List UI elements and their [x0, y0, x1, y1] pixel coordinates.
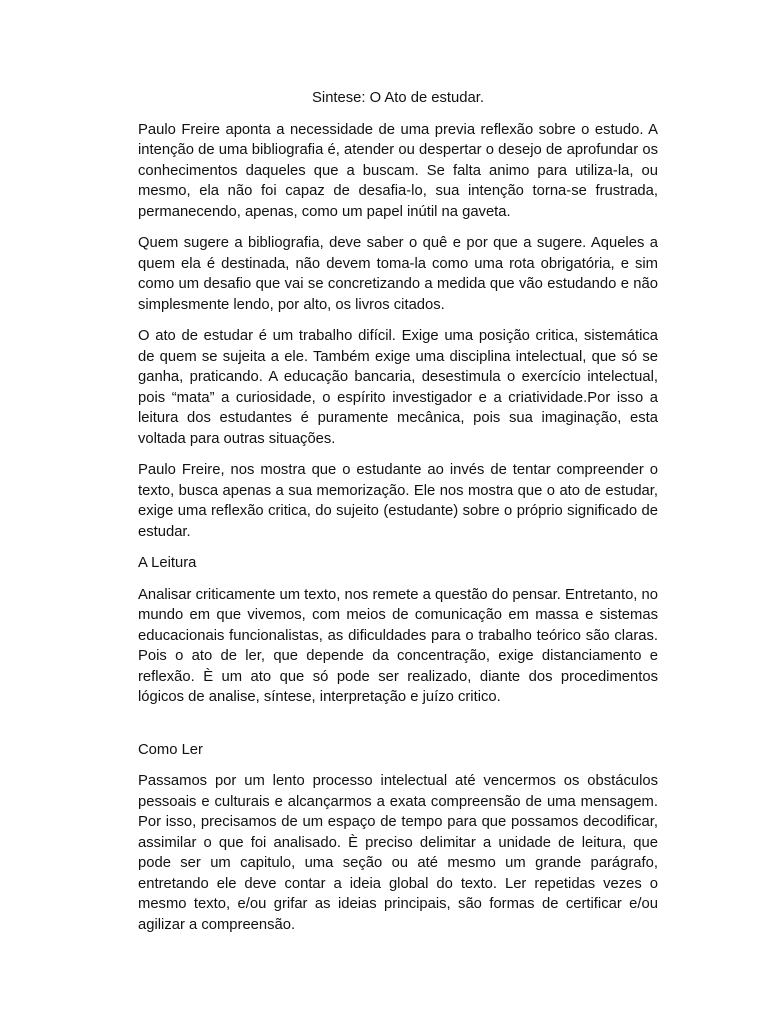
paragraph-como-ler: Passamos por um lento processo intelectual até vencermos os obstáculos pessoais e culturais e alcançarmos a exata compreensão de uma mensagem. Por isso, precisamos de um espaço de tempo para que possamos decodificar, assimilar o que foi analisado. È preciso delimitar a unidade de leitura, que pode ser um capitulo, uma seção ou até mesmo um grande parágrafo, entretando ele deve contar a ideia global do texto. Ler repetidas vezes o mesmo texto, e/ou grifar as ideias principais, são formas de certificar e/ou agilizar a compreensão. [138, 773, 658, 933]
section-heading-leitura: A Leitura [138, 555, 197, 571]
document-page [138, 88, 658, 946]
paragraph-intro-2: Quem sugere a bibliografia, deve saber o quê e por que a sugere. Aqueles a quem ela é destinada, não devem toma-la como uma rota obrigatória, e sim como um desafio que vai se concretizando a medida que vão estudando e não simplesmente lendo, por alto, os livros citados. [138, 235, 658, 313]
document-title: Sintese: O Ato de estudar. [312, 90, 484, 106]
section-heading-como-ler: Como Ler [138, 741, 203, 758]
paragraph-intro-3: O ato de estudar é um trabalho difícil. Exige uma posição critica, sistemática de quem se sujeita a ele. Também exige uma disciplina intelectual, que só se ganha, praticando. A educação bancaria, desestimula o exercício intelectual, pois “mata” a curiosidade, o espírito investigador e a criatividade.Por isso a leitura dos estudantes é puramente mecânica, pois sua imaginação, esta voltada para outras situações. [138, 328, 658, 447]
paragraph-leitura: Analisar criticamente um texto, nos remete a questão do pensar. Entretanto, no mundo em que vivemos, com meios de comunicação em massa e sistemas educacionais funcionalistas, as dificuldades para o trabalho teórico são claras. Pois o ato de ler, que depende da concentração, exige distanciamento e reflexão. È um ato que só pode ser realizado, diante dos procedimentos lógicos de analise, síntese, interpretação e juízo critico. [138, 586, 658, 705]
paragraph-intro-1: Paulo Freire aponta a necessidade de uma previa reflexão sobre o estudo. A intenção de uma bibliografia é, atender ou despertar o desejo de aprofundar os conhecimentos daqueles que a buscam. Se falta animo para utiliza-la, ou mesmo, ela não foi capaz de desafia-lo, sua intenção torna-se frustrada, permanecendo, apenas, como um papel inútil na gaveta. [138, 121, 658, 220]
paragraph-intro-4: Paulo Freire, nos mostra que o estudante ao invés de tentar compreender o texto, busca apenas a sua memorização. Ele nos mostra que o ato de estudar, exige uma reflexão critica, do sujeito (estudante) sobre o próprio significado de estudar. [138, 462, 658, 540]
